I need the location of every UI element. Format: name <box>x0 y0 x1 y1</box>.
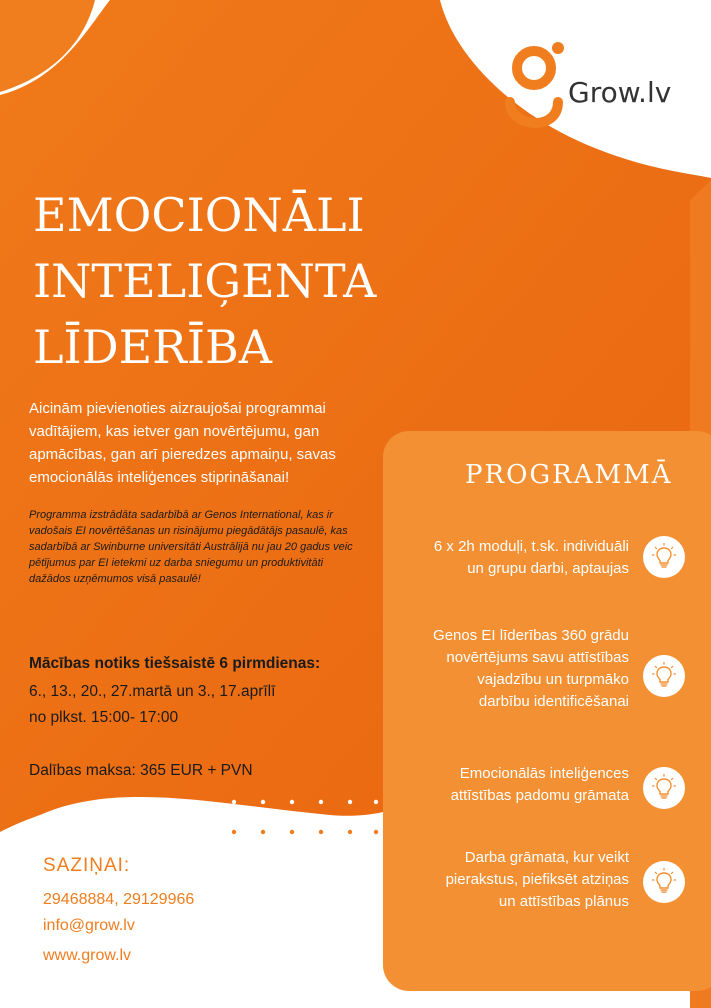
program-item-4: Darba grāmata, kur veikt pierakstus, piefiksēt atziņas un attīstības plānus <box>445 849 629 910</box>
lightbulb-icon <box>643 536 685 578</box>
page-title <box>33 182 473 380</box>
program-item-1: 6 x 2h moduļi, t.sk. individuāli un grupu darbi, aptaujas <box>433 538 629 577</box>
program-item-2: Genos EI līderības 360 grādu novērtējums savu attīstības vajadzību un turpmāko darbību identificēšanai <box>433 627 629 710</box>
partner-note: Programma izstrādāta sadarbībā ar Genos International, kas ir vadošais EI novērtēšanas un risinājumu piegādātājs pasaulē, kas sadarbībā ar Swinburne universitāti Austrālijā nu jau 20 gadus veic pētījumus par EI ietekmi uz darba sniegumu un produktivitāti dažādos uzņēmumos visā pasaulē! <box>29 509 353 585</box>
contacts-title: SAZIŅAI: <box>43 855 131 876</box>
title-line-1: EMOCIONĀLI <box>33 188 365 242</box>
decorative-dots <box>230 799 380 805</box>
schedule-heading: Mācības notiks tiešsaistē 6 pirmdienas: <box>29 655 321 672</box>
brand-name: Grow.lv <box>568 76 672 109</box>
schedule-time: no plkst. 15:00- 17:00 <box>29 709 179 726</box>
schedule-dates: 6., 13., 20., 27.martā un 3., 17.aprīlī <box>29 683 276 700</box>
contact-email[interactable]: info@grow.lv <box>43 917 135 934</box>
lightbulb-icon <box>643 767 685 809</box>
intro-text: Aicinām pievienoties aizraujošai programmai vadītājiem, kas ietver gan novērtējumu, gan apmācības, gan arī pieredzes apmaiņu, savas emocionālās inteliģences stiprināšanai! <box>29 400 336 486</box>
price-text: Dalības maksa: 365 EUR + PVN <box>29 762 253 779</box>
decorative-dots <box>230 829 380 835</box>
lightbulb-icon <box>643 861 685 903</box>
contact-phones[interactable]: 29468884, 29129966 <box>43 891 195 908</box>
title-line-3: LĪDERĪBA <box>33 320 273 374</box>
program-title: PROGRAMMĀ <box>465 460 673 490</box>
lightbulb-icon <box>643 655 685 697</box>
title-line-2: INTELIĢENTA <box>33 254 377 308</box>
contact-website[interactable]: www.grow.lv <box>43 947 132 964</box>
program-item-3: Emocionālās inteliģences attīstības padomu grāmata <box>450 765 629 804</box>
